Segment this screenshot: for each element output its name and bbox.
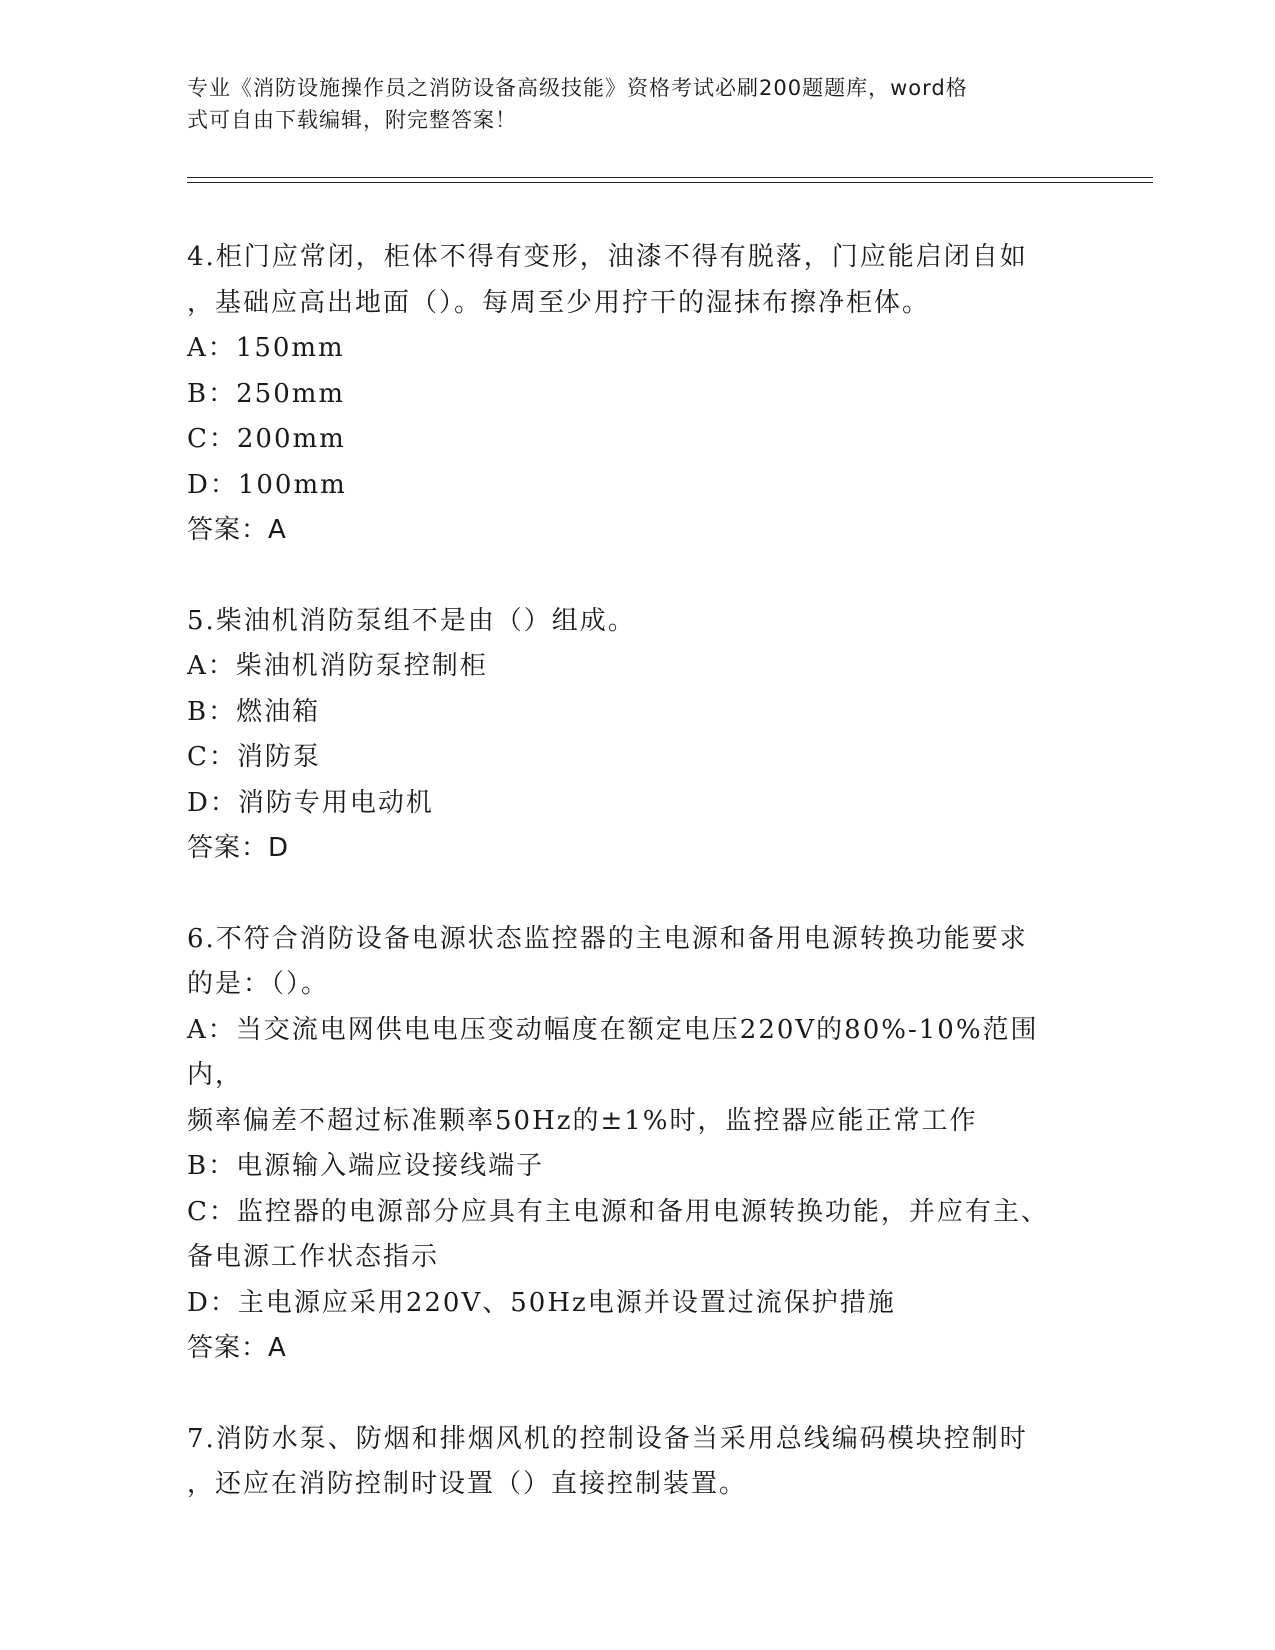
option-a: A：150mm (187, 333, 345, 363)
question-5 (187, 599, 1067, 872)
question-stem-line: 6.不符合消防设备电源状态监控器的主电源和备用电源转换功能要求 (187, 923, 1028, 954)
option-b: B：燃油箱 (187, 696, 321, 727)
option-b: B：250mm (187, 378, 346, 409)
option-c: C：200mm (187, 424, 346, 454)
question-stem-line: 的是：（）。 (187, 969, 330, 999)
document-header (187, 72, 1067, 136)
option-a: A：当交流电网供电电压变动幅度在额定电压220V的80%-10%范围内， (187, 1014, 1039, 1090)
option-c: C：监控器的电源部分应具有主电源和备用电源转换功能，并应有主、 (187, 1196, 1049, 1227)
option-d: D：100mm (187, 469, 347, 500)
header-line-1: 专业《消防设施操作员之消防设备高级技能》资格考试必刷200题题库，word格 (187, 76, 968, 100)
answer-line: 答案：D (187, 833, 290, 863)
option-a-continued: 频率偏差不超过标准颗率50Hz的±1%时，监控器应能正常工作 (187, 1105, 978, 1136)
option-d: D：消防专用电动机 (187, 787, 434, 818)
option-c-continued: 备电源工作状态指示 (187, 1242, 440, 1272)
question-list (187, 235, 1067, 1553)
header-rule-bottom (187, 182, 1153, 183)
option-a: A：柴油机消防泵控制柜 (187, 651, 488, 681)
question-4 (187, 235, 1067, 554)
question-stem-line: 4.柜门应常闭，柜体不得有变形，油漆不得有脱落，门应能启闭自如 (187, 242, 1028, 272)
question-stem-line: ，还应在消防控制时设置（）直接控制装置。 (187, 1469, 748, 1499)
question-6 (187, 917, 1067, 1372)
question-stem-line: ，基础应高出地面（）。每周至少用拧干的湿抹布擦净柜体。 (187, 287, 931, 318)
option-b: B：电源输入端应设接线端子 (187, 1151, 545, 1181)
question-stem-line: 7.消防水泵、防烟和排烟风机的控制设备当采用总线编码模块控制时 (187, 1423, 1028, 1454)
answer-line: 答案：A (187, 515, 287, 545)
answer-line: 答案：A (187, 1333, 287, 1363)
question-stem-line: 5.柴油机消防泵组不是由（）组成。 (187, 605, 636, 636)
question-7 (187, 1417, 1067, 1508)
header-rule-top (187, 177, 1153, 178)
option-c: C：消防泵 (187, 742, 321, 772)
option-d: D：主电源应采用220V、50Hz电源并设置过流保护措施 (187, 1287, 896, 1318)
header-line-2: 式可自由下载编辑，附完整答案！ (187, 108, 517, 132)
